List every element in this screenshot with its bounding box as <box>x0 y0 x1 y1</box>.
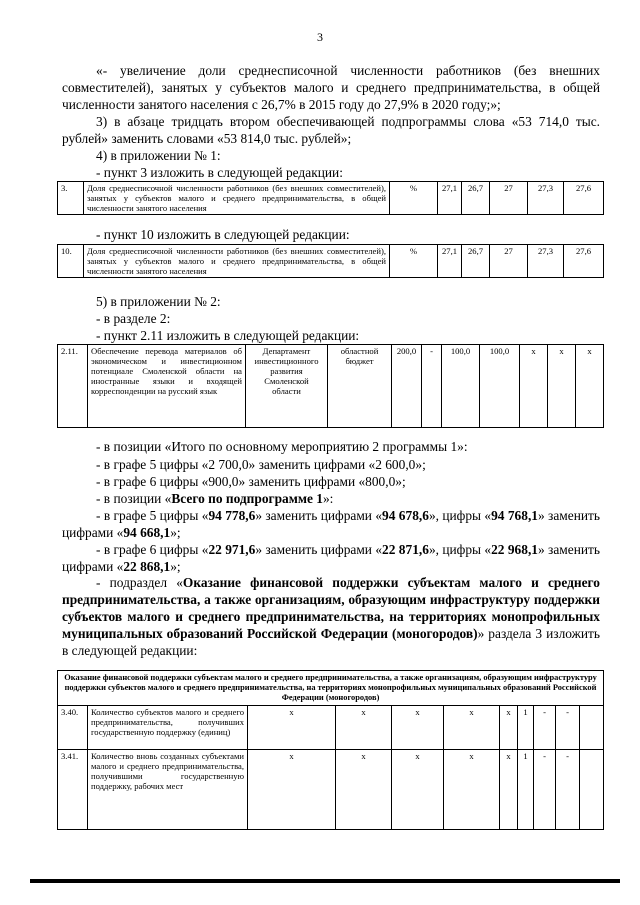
table-monocities <box>57 670 604 830</box>
value-cell: - <box>534 750 556 830</box>
row-number: 3.40. <box>58 706 88 750</box>
unit-cell: % <box>390 245 438 278</box>
measure-description: Обеспечение перевода материалов об экономическом и инвестиционном потенциале Смоленской области на иностранные языки и входящей корреспонденции на русский язык <box>88 345 246 428</box>
value-cell: 27 <box>490 245 528 278</box>
row-number: 2.11. <box>58 345 88 428</box>
indicator-description: Доля среднесписочной численности работников (без внешних совместителей), занятых у субъектов малого и среднего предпринимательства, в общей численности занятого населения <box>84 245 390 278</box>
indicator-description: Количество субъектов малого и среднего предпринимательства, получивших государственную поддержку (единиц) <box>88 706 248 750</box>
value-cell: x <box>248 750 336 830</box>
funding-source-cell: областной бюджет <box>328 345 392 428</box>
table-point-2-11 <box>57 344 604 428</box>
unit-cell: % <box>390 182 438 215</box>
table-row <box>58 706 604 750</box>
value-cell: - <box>422 345 442 428</box>
value-cell: x <box>500 750 518 830</box>
row-number: 3. <box>58 182 84 215</box>
empty-cell <box>580 706 604 750</box>
value-cell: 100,0 <box>480 345 520 428</box>
empty-cell <box>580 750 604 830</box>
table-row <box>58 345 604 428</box>
item-point-2-11: - пункт 2.11 изложить в следующей редакции: <box>96 328 360 343</box>
value-cell: 26,7 <box>462 245 490 278</box>
table-point-3 <box>57 181 604 215</box>
item-subsection: - подраздел «Оказание финансовой поддержки субъектам малого и среднего предпринимательства, а также организациям, образующим инфраструктуру поддержки субъектов малого и среднего предпринимательства, на территориях монопрофильных муниципальных образований Российской Федерации (моногородов)» раздела 3 изложить в следующей редакции: <box>62 575 601 658</box>
item-appendix-1: 4) в приложении № 1: <box>96 148 221 163</box>
item-vsego: - в позиции «Всего по подпрограмме 1»: <box>96 491 334 506</box>
value-cell: 1 <box>518 750 534 830</box>
paragraph-paragraph-32: 3) в абзаце тридцать втором обеспечивающей подпрограммы слова «53 714,0 тыс. рублей» заменить словами «53 814,0 тыс. рублей»; <box>62 114 600 146</box>
value-cell: 27,1 <box>438 245 462 278</box>
total-cell: 200,0 <box>392 345 422 428</box>
item-column-6-a: - в графе 6 цифры «900,0» заменить цифрами «800,0»; <box>96 474 406 489</box>
value-cell: 27,6 <box>564 182 604 215</box>
value-cell: x <box>444 750 500 830</box>
paragraph-share-increase: «- увеличение доли среднесписочной численности работников (без внешних совместителей), занятых у субъектов малого и среднего предпринимательства, в общей численности занятого населения с 26,7% в 2015 году до 27,9% в 2020 году;»; <box>62 63 600 112</box>
row-number: 3.41. <box>58 750 88 830</box>
value-cell: 26,7 <box>462 182 490 215</box>
executor-cell: Департамент инвестиционного развития Смоленской области <box>246 345 328 428</box>
value-cell: x <box>548 345 576 428</box>
item-column-5-b: - в графе 5 цифры «94 778,6» заменить цифрами «94 678,6», цифры «94 768,1» заменить цифрами «94 668,1»; <box>62 508 600 540</box>
item-section-2: - в разделе 2: <box>96 311 171 326</box>
value-cell: 27,6 <box>564 245 604 278</box>
value-cell: - <box>556 706 580 750</box>
value-cell: x <box>392 706 444 750</box>
indicator-description: Количество вновь созданных субъектами малого и среднего предпринимательства, получившими государственную поддержку, рабочих мест <box>88 750 248 830</box>
item-column-5-a: - в графе 5 цифры «2 700,0» заменить цифрами «2 600,0»; <box>96 457 426 472</box>
table-section-header: Оказание финансовой поддержки субъектам малого и среднего предпринимательства, а также организациям, образующим инфраструктуру поддержки субъектов малого и среднего предпринимательства, на территориях монопрофильных муниципальных образований Российской Федерации (моногородов) <box>58 671 604 706</box>
value-cell: x <box>500 706 518 750</box>
item-appendix-2: 5) в приложении № 2: <box>96 294 221 309</box>
row-number: 10. <box>58 245 84 278</box>
item-point-10: - пункт 10 изложить в следующей редакции: <box>96 227 350 242</box>
value-cell: - <box>556 750 580 830</box>
value-cell: 27,3 <box>528 182 564 215</box>
item-point-3: - пункт 3 изложить в следующей редакции: <box>96 165 343 180</box>
item-column-6-b: - в графе 6 цифры «22 971,6» заменить цифрами «22 871,6», цифры «22 968,1» заменить цифрами «22 868,1»; <box>62 542 600 574</box>
table-row <box>58 750 604 830</box>
table-row <box>58 245 604 278</box>
value-cell: x <box>576 345 604 428</box>
bottom-scan-edge <box>30 879 620 883</box>
value-cell: 27 <box>490 182 528 215</box>
table-point-10 <box>57 244 604 278</box>
value-cell: 27,3 <box>528 245 564 278</box>
table-row <box>58 182 604 215</box>
value-cell: 1 <box>518 706 534 750</box>
table-header-row <box>58 671 604 706</box>
value-cell: x <box>336 706 392 750</box>
value-cell: x <box>392 750 444 830</box>
value-cell: x <box>336 750 392 830</box>
value-cell: - <box>534 706 556 750</box>
item-itogo: - в позиции «Итого по основному мероприятию 2 программы 1»: <box>96 439 468 454</box>
value-cell: x <box>520 345 548 428</box>
indicator-description: Доля среднесписочной численности работников (без внешних совместителей), занятых у субъектов малого и среднего предпринимательства, в общей численности занятого населения <box>84 182 390 215</box>
value-cell: 100,0 <box>442 345 480 428</box>
value-cell: 27,1 <box>438 182 462 215</box>
value-cell: x <box>248 706 336 750</box>
value-cell: x <box>444 706 500 750</box>
page-number: 3 <box>317 30 323 44</box>
